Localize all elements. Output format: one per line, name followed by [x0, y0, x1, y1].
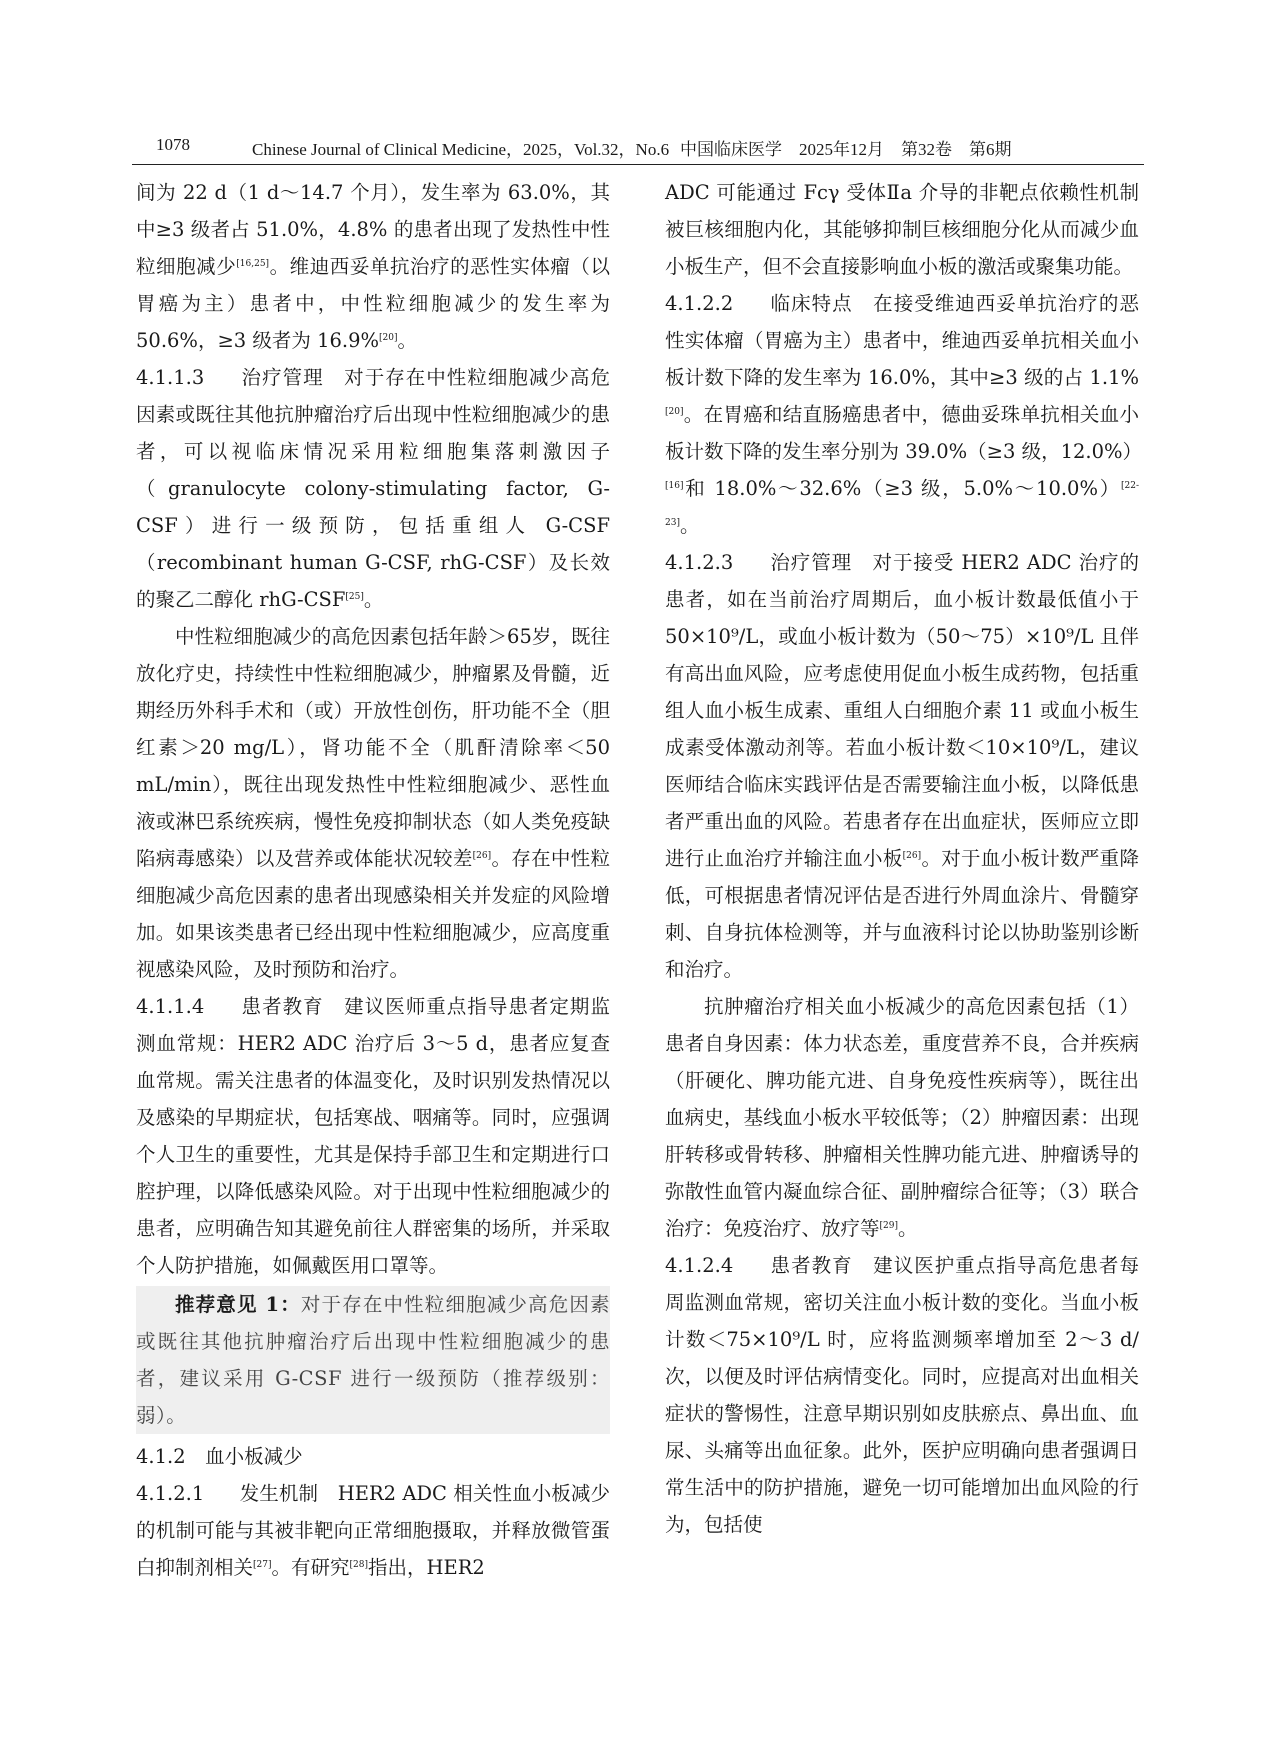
section-4-1-2-2: 4.1.2.2 临床特点 在接受维迪西妥单抗治疗的恶性实体瘤（胃癌为主）患者中，维迪西妥单抗相关血小板计数下降的发生率为 16.0%，其中≥3 级的占 1.1%[20]。在胃癌和结直肠癌患者中，德曲妥珠单抗相关血小板计数下降的发生率分别为 39.0%（≥3 级，12.0%）[16]和 18.0%～32.6%（≥3 级，5.0%～10.0%）[22-23]。: [665, 285, 1139, 544]
citation: [26]: [902, 850, 922, 861]
section-title: 患者教育: [241, 995, 324, 1018]
section-title: 治疗管理: [241, 366, 324, 389]
section-4-1-2-1: 4.1.2.1 发生机制 HER2 ADC 相关性血小板减少的机制可能与其被非靶向正常细胞摄取，并释放微管蛋白抑制剂相关[27]。有研究[28]指出，HER2: [136, 1475, 610, 1586]
section-number: 4.1.1.3: [136, 366, 205, 389]
section-number: 4.1.1.4: [136, 995, 205, 1018]
citation: [26]: [472, 850, 492, 861]
section-title: 患者教育: [770, 1254, 853, 1277]
journal-title-cn: 中国临床医学 2025年12月 第32卷 第6期: [680, 140, 1012, 159]
recommendation-box: [136, 1286, 610, 1434]
citation: [16]: [665, 480, 684, 491]
section-4-1-2-3: 4.1.2.3 治疗管理 对于接受 HER2 ADC 治疗的患者，如在当前治疗周期后，血小板计数最低值小于 50×10⁹/L，或血小板计数为（50～75）×10⁹/L 且伴有高出血风险，应考虑使用促血小板生成药物，包括重组人血小板生成素、重组人白细胞介素 11 或血小板生成素受体激动剂等。若血小板计数＜10×10⁹/L，建议医师结合临床实践评估是否需要输注血小板，以降低患者严重出血的风险。若患者存在出血症状，医师应立即进行止血治疗并输注血小板[26]。对于血小板计数严重降低，可根据患者情况评估是否进行外周血涂片、骨髓穿刺、自身抗体检测等，并与血液科讨论以协助鉴别诊断和治疗。: [665, 544, 1139, 988]
section-number: 4.1.2.4: [665, 1254, 734, 1277]
running-header: [132, 132, 1144, 165]
paragraph: 抗肿瘤治疗相关血小板减少的高危因素包括（1）患者自身因素：体力状态差，重度营养不良，合并疾病（肝硬化、脾功能亢进、自身免疫性疾病等），既往出血病史，基线血小板水平较低等；（2）肿瘤因素：出现肝转移或骨转移、肿瘤相关性脾功能亢进、肿瘤诱导的弥散性血管内凝血综合征、副肿瘤综合征等；（3）联合治疗：免疫治疗、放疗等[29]。: [665, 995, 1139, 1240]
paragraph: 中性粒细胞减少的高危因素包括年龄＞65岁，既往放化疗史，持续性中性粒细胞减少，肿瘤累及骨髓，近期经历外科手术和（或）开放性创伤，肝功能不全（胆红素＞20 mg/L），肾功能不全（肌酐清除率＜50 mL/min），既往出现发热性中性粒细胞减少、恶性血液或淋巴系统疾病，慢性免疫抑制状态（如人类免疫缺陷病毒感染）以及营养或体能状况较差[26]。存在中性粒细胞减少高危因素的患者出现感染相关并发症的风险增加。如果该类患者已经出现中性粒细胞减少，应高度重视感染风险，及时预防和治疗。: [136, 625, 610, 981]
section-title: 临床特点: [770, 292, 853, 315]
citation: [20]: [665, 406, 684, 417]
section-4-1-2-4: 4.1.2.4 患者教育 建议医护重点指导高危患者每周监测血常规，密切关注血小板计数的变化。当血小板计数＜75×10⁹/L 时，应将监测频率增加至 2～3 d/次，以便及时评估病情变化。同时，应提高对出血相关症状的警惕性，注意早期识别如皮肤瘀点、鼻出血、血尿、头痛等出血征象。此外，医护应明确向患者强调日常生活中的防护措施，避免一切可能增加出血风险的行为，包括使: [665, 1247, 1139, 1543]
section-title: 发生机制: [239, 1482, 319, 1505]
paragraph: ADC 可能通过 Fcγ 受体Ⅱa 介导的非靶点依赖性机制被巨核细胞内化，其能够抑制巨核细胞分化从而减少血小板生产，但不会直接影响血小板的激活或聚集功能。: [665, 181, 1139, 278]
citation: [25]: [345, 591, 364, 602]
paragraph: 间为 22 d（1 d～14.7 个月），发生率为 63.0%，其中≥3 级者占 51.0%，4.8% 的患者出现了发热性中性粒细胞减少[16,25]。维迪西妥单抗治疗的恶性实体瘤（以胃癌为主）患者中，中性粒细胞减少的发生率为 50.6%，≥3 级者为 16.9%[20]。: [136, 181, 610, 352]
section-number: 4.1.2.1: [136, 1482, 205, 1505]
citation: [22-23]: [665, 480, 1139, 528]
recommendation-label: 推荐意见 1：: [175, 1293, 301, 1316]
citation: [28]: [349, 1559, 368, 1570]
section-4-1-1-3: 4.1.1.3 治疗管理 对于存在中性粒细胞减少高危因素或既往其他抗肿瘤治疗后出现中性粒细胞减少的患者，可以视临床情况采用粒细胞集落刺激因子（granulocyte colony-stimulating factor, G-CSF）进行一级预防，包括重组人 G-CSF（recombinant human G-CSF, rhG-CSF）及长效的聚乙二醇化 rhG-CSF[25]。: [136, 359, 610, 618]
section-4-1-1-4: 4.1.1.4 患者教育 建议医师重点指导患者定期监测血常规：HER2 ADC 治疗后 3～5 d，患者应复查血常规。需关注患者的体温变化，及时识别发热情况以及感染的早期症状，包括寒战、咽痛等。同时，应强调个人卫生的重要性，尤其是保持手部卫生和定期进行口腔护理，以降低感染风险。对于出现中性粒细胞减少的患者，应明确告知其避免前往人群密集的场所，并采取个人防护措施，如佩戴医用口罩等。: [136, 988, 610, 1284]
journal-title-en: Chinese Journal of Clinical Medicine，2025，Vol.32，No.6: [252, 140, 670, 159]
right-column: [665, 174, 1143, 1543]
citation: [16,25]: [236, 258, 270, 269]
citation: [29]: [879, 1220, 898, 1231]
citation: [20]: [379, 332, 398, 343]
citation: [27]: [253, 1559, 272, 1570]
recommendation-text: 对于存在中性粒细胞减少高危因素或既往其他抗肿瘤治疗后出现中性粒细胞减少的患者，建议采用 G-CSF 进行一级预防（推荐级别：弱）。: [136, 1293, 610, 1427]
section-number: 4.1.2.2: [665, 292, 734, 315]
section-heading-4-1-2: 4.1.2 血小板减少: [136, 1445, 303, 1468]
left-column: [136, 174, 610, 1586]
section-title: 治疗管理: [770, 551, 853, 574]
section-number: 4.1.2.3: [665, 551, 734, 574]
page-number: 1078: [156, 135, 190, 154]
